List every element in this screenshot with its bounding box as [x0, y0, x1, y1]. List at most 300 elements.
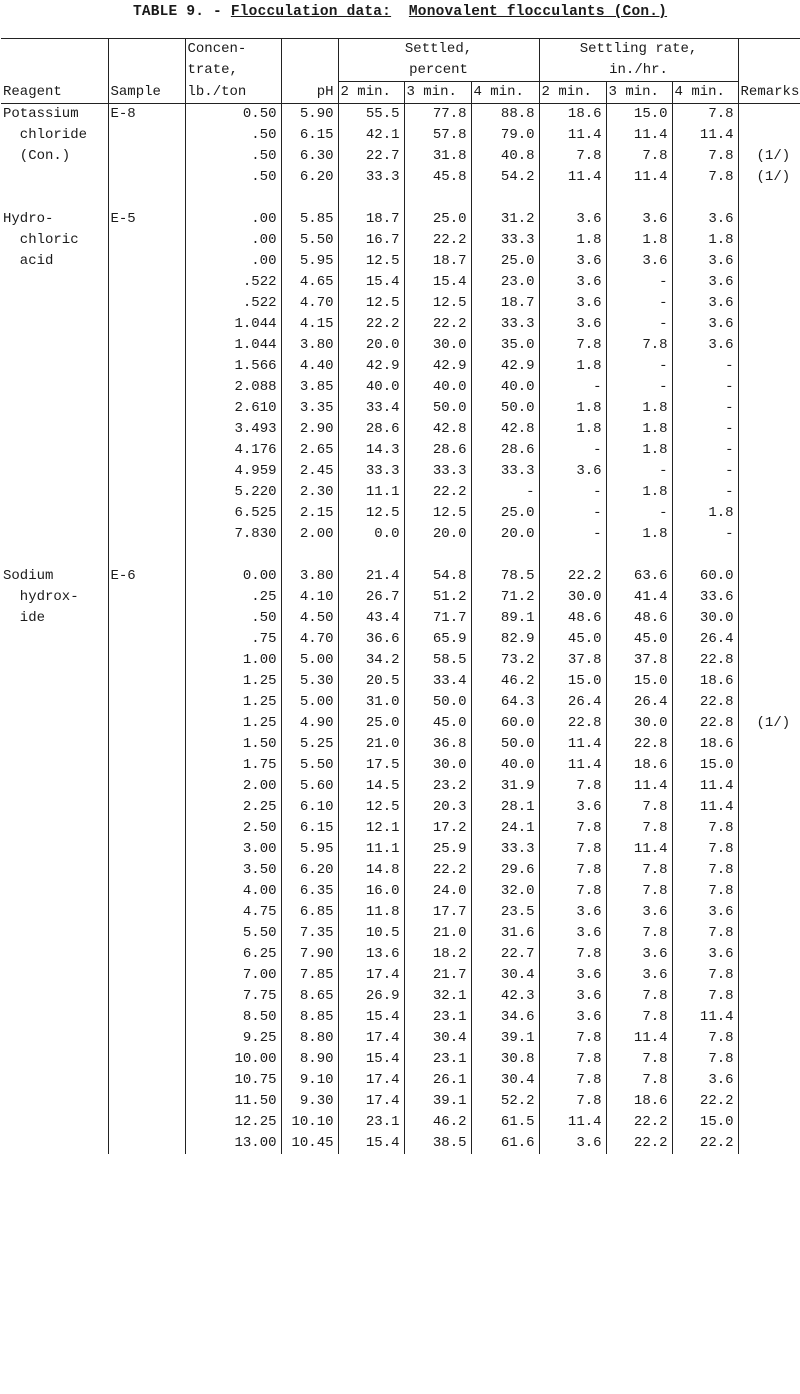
concentrate-cell: 6.525 — [185, 503, 281, 524]
table-row — [1, 902, 800, 923]
rate-2min-cell: 7.8 — [539, 839, 606, 860]
settled-2min-cell: 23.1 — [338, 1112, 404, 1133]
sample-cell — [108, 1070, 185, 1091]
reagent-cell: (Con.) — [3, 148, 71, 164]
sample-cell — [108, 1133, 185, 1154]
settled-4min-cell: 52.2 — [471, 1091, 539, 1112]
ph-cell: 6.15 — [281, 818, 338, 839]
reagent-cell — [1, 734, 108, 755]
table-row — [1, 839, 800, 860]
header-rate-1: Settling rate, — [539, 39, 738, 61]
remarks-cell — [738, 377, 800, 398]
rate-4min-cell: 7.8 — [672, 1028, 738, 1049]
group-spacer — [1, 188, 800, 209]
sample-cell — [108, 293, 185, 314]
sample-cell: E-5 — [108, 209, 185, 230]
rate-2min-cell: 1.8 — [539, 230, 606, 251]
concentrate-cell: 1.044 — [185, 314, 281, 335]
settled-4min-cell: 60.0 — [471, 713, 539, 734]
concentrate-cell: 2.25 — [185, 797, 281, 818]
settled-4min-cell: 33.3 — [471, 314, 539, 335]
caption-subtitle: Monovalent flocculants (Con.) — [408, 4, 668, 20]
settled-2min-cell: 40.0 — [338, 377, 404, 398]
rate-3min-cell: 11.4 — [606, 125, 672, 146]
settled-2min-cell: 33.3 — [338, 461, 404, 482]
rate-4min-cell: 7.8 — [672, 881, 738, 902]
remarks-cell — [738, 839, 800, 860]
settled-4min-cell: 33.3 — [471, 230, 539, 251]
table-row — [1, 650, 800, 671]
rate-3min-cell: 3.6 — [606, 209, 672, 230]
remarks-cell — [738, 293, 800, 314]
header-settled-2: percent — [338, 60, 539, 82]
remarks-cell — [738, 419, 800, 440]
ph-cell: 8.80 — [281, 1028, 338, 1049]
reagent-cell: Potassium — [3, 106, 79, 122]
concentrate-cell: 8.50 — [185, 1007, 281, 1028]
rate-2min-cell: 7.8 — [539, 944, 606, 965]
rate-4min-cell: 7.8 — [672, 146, 738, 167]
table-row — [1, 230, 800, 251]
sample-cell — [108, 1112, 185, 1133]
ph-cell: 6.20 — [281, 860, 338, 881]
rate-4min-cell: 3.6 — [672, 902, 738, 923]
settled-2min-cell: 12.5 — [338, 797, 404, 818]
remarks-cell — [738, 1007, 800, 1028]
settled-2min-cell: 22.7 — [338, 146, 404, 167]
rate-3min-cell: - — [606, 503, 672, 524]
sample-cell — [108, 230, 185, 251]
rate-4min-cell: 18.6 — [672, 734, 738, 755]
rate-3min-cell: 15.0 — [606, 671, 672, 692]
table-row — [1, 776, 800, 797]
settled-2min-cell: 17.4 — [338, 1028, 404, 1049]
concentrate-cell: .50 — [185, 146, 281, 167]
rate-2min-cell: 1.8 — [539, 419, 606, 440]
reagent-cell — [1, 314, 108, 335]
header-reagent: Reagent — [1, 82, 108, 104]
settled-3min-cell: 28.6 — [404, 440, 471, 461]
settled-3min-cell: 17.2 — [404, 818, 471, 839]
table-row — [1, 314, 800, 335]
settled-2min-cell: 16.7 — [338, 230, 404, 251]
rate-3min-cell: 1.8 — [606, 398, 672, 419]
settled-4min-cell: 25.0 — [471, 251, 539, 272]
rate-2min-cell: 3.6 — [539, 965, 606, 986]
reagent-cell — [1, 272, 108, 293]
settled-3min-cell: 17.7 — [404, 902, 471, 923]
settled-4min-cell: 61.6 — [471, 1133, 539, 1154]
table-row — [1, 755, 800, 776]
remarks-cell — [738, 650, 800, 671]
remarks-cell — [738, 818, 800, 839]
remarks-cell — [738, 482, 800, 503]
sample-cell — [108, 272, 185, 293]
settled-4min-cell: 24.1 — [471, 818, 539, 839]
rate-4min-cell: 11.4 — [672, 125, 738, 146]
table-row — [1, 461, 800, 482]
table-row — [1, 818, 800, 839]
ph-cell: 4.70 — [281, 629, 338, 650]
reagent-cell — [1, 1028, 108, 1049]
sample-cell — [108, 797, 185, 818]
rate-4min-cell: 3.6 — [672, 944, 738, 965]
remarks-cell — [738, 314, 800, 335]
ph-cell: 5.60 — [281, 776, 338, 797]
table-row — [1, 923, 800, 944]
sample-cell — [108, 461, 185, 482]
reagent-cell — [1, 944, 108, 965]
rate-4min-cell: - — [672, 356, 738, 377]
rate-2min-cell: 3.6 — [539, 209, 606, 230]
rate-3min-cell: - — [606, 461, 672, 482]
reagent-cell — [1, 503, 108, 524]
concentrate-cell: 13.00 — [185, 1133, 281, 1154]
rate-2min-cell: 3.6 — [539, 1007, 606, 1028]
ph-cell: 2.30 — [281, 482, 338, 503]
rate-4min-cell: - — [672, 461, 738, 482]
rate-2min-cell: 3.6 — [539, 902, 606, 923]
settled-4min-cell: 31.6 — [471, 923, 539, 944]
concentrate-cell: 1.75 — [185, 755, 281, 776]
settled-4min-cell: 35.0 — [471, 335, 539, 356]
settled-2min-cell: 12.5 — [338, 293, 404, 314]
settled-3min-cell: 42.9 — [404, 356, 471, 377]
settled-4min-cell: 39.1 — [471, 1028, 539, 1049]
rate-2min-cell: 11.4 — [539, 167, 606, 188]
ph-cell: 5.85 — [281, 209, 338, 230]
rate-3min-cell: 7.8 — [606, 1007, 672, 1028]
reagent-cell — [1, 440, 108, 461]
ph-cell: 5.00 — [281, 650, 338, 671]
ph-cell: 3.80 — [281, 566, 338, 587]
rate-3min-cell: 63.6 — [606, 566, 672, 587]
table-row — [1, 335, 800, 356]
remarks-cell — [738, 1028, 800, 1049]
settled-4min-cell: 33.3 — [471, 461, 539, 482]
remarks-cell — [738, 1091, 800, 1112]
ph-cell: 4.10 — [281, 587, 338, 608]
reagent-cell — [1, 755, 108, 776]
rate-4min-cell: 22.2 — [672, 1091, 738, 1112]
sample-cell — [108, 860, 185, 881]
settled-4min-cell: 50.0 — [471, 398, 539, 419]
rate-3min-cell: 3.6 — [606, 902, 672, 923]
rate-3min-cell: 1.8 — [606, 524, 672, 545]
remarks-cell — [738, 608, 800, 629]
ph-cell: 7.85 — [281, 965, 338, 986]
ph-cell: 7.90 — [281, 944, 338, 965]
table-row — [1, 167, 800, 188]
settled-3min-cell: 36.8 — [404, 734, 471, 755]
rate-2min-cell: 7.8 — [539, 146, 606, 167]
settled-2min-cell: 20.0 — [338, 335, 404, 356]
header-rate-4min: 4 min. — [672, 82, 738, 104]
settled-3min-cell: 20.3 — [404, 797, 471, 818]
remarks-cell — [738, 251, 800, 272]
remarks-cell: (1/) — [738, 167, 800, 188]
sample-cell — [108, 125, 185, 146]
ph-cell: 5.25 — [281, 734, 338, 755]
settled-2min-cell: 55.5 — [338, 104, 404, 126]
remarks-cell — [738, 503, 800, 524]
settled-4min-cell: 34.6 — [471, 1007, 539, 1028]
table-row — [1, 1112, 800, 1133]
sample-cell — [108, 755, 185, 776]
settled-2min-cell: 17.4 — [338, 965, 404, 986]
settled-2min-cell: 22.2 — [338, 314, 404, 335]
settled-3min-cell: 33.3 — [404, 461, 471, 482]
ph-cell: 5.30 — [281, 671, 338, 692]
table-row — [1, 1028, 800, 1049]
rate-3min-cell: - — [606, 314, 672, 335]
rate-2min-cell: - — [539, 440, 606, 461]
settled-4min-cell: 88.8 — [471, 104, 539, 126]
settled-2min-cell: 17.4 — [338, 1070, 404, 1091]
reagent-cell — [1, 671, 108, 692]
remarks-cell: (1/) — [738, 713, 800, 734]
settled-2min-cell: 26.7 — [338, 587, 404, 608]
ph-cell: 2.00 — [281, 524, 338, 545]
table-row — [1, 356, 800, 377]
settled-4min-cell: 22.7 — [471, 944, 539, 965]
rate-3min-cell: 7.8 — [606, 860, 672, 881]
remarks-cell — [738, 335, 800, 356]
rate-2min-cell: 7.8 — [539, 335, 606, 356]
flocculation-table-wrapper — [1, 38, 800, 1154]
concentrate-cell: 7.00 — [185, 965, 281, 986]
rate-2min-cell: 3.6 — [539, 251, 606, 272]
remarks-cell: (1/) — [738, 146, 800, 167]
concentrate-cell: 4.176 — [185, 440, 281, 461]
settled-3min-cell: 20.0 — [404, 524, 471, 545]
settled-3min-cell: 18.2 — [404, 944, 471, 965]
concentrate-cell: 3.493 — [185, 419, 281, 440]
rate-3min-cell: 7.8 — [606, 335, 672, 356]
settled-4min-cell: 46.2 — [471, 671, 539, 692]
remarks-cell — [738, 860, 800, 881]
ph-cell: 4.65 — [281, 272, 338, 293]
rate-3min-cell: - — [606, 293, 672, 314]
table-caption — [0, 4, 800, 20]
settled-3min-cell: 38.5 — [404, 1133, 471, 1154]
concentrate-cell: 2.610 — [185, 398, 281, 419]
header-blank — [281, 39, 338, 61]
settled-2min-cell: 33.3 — [338, 167, 404, 188]
reagent-cell — [1, 524, 108, 545]
settled-4min-cell: 29.6 — [471, 860, 539, 881]
rate-3min-cell: 7.8 — [606, 923, 672, 944]
rate-4min-cell: 7.8 — [672, 839, 738, 860]
sample-cell — [108, 671, 185, 692]
reagent-cell — [1, 713, 108, 734]
header-concentrate-1: Concen- — [185, 39, 281, 61]
settled-2min-cell: 12.1 — [338, 818, 404, 839]
settled-4min-cell: 31.9 — [471, 776, 539, 797]
rate-3min-cell: 1.8 — [606, 440, 672, 461]
settled-4min-cell: 20.0 — [471, 524, 539, 545]
concentrate-cell: .50 — [185, 125, 281, 146]
rate-4min-cell: 7.8 — [672, 860, 738, 881]
flocculation-table — [1, 38, 800, 1154]
settled-2min-cell: 33.4 — [338, 398, 404, 419]
ph-cell: 5.50 — [281, 755, 338, 776]
sample-cell: E-6 — [108, 566, 185, 587]
remarks-cell — [738, 1112, 800, 1133]
concentrate-cell: 3.00 — [185, 839, 281, 860]
rate-2min-cell: 7.8 — [539, 776, 606, 797]
settled-3min-cell: 23.1 — [404, 1007, 471, 1028]
settled-4min-cell: 23.0 — [471, 272, 539, 293]
table-row — [1, 398, 800, 419]
remarks-cell — [738, 524, 800, 545]
settled-4min-cell: 18.7 — [471, 293, 539, 314]
table-row — [1, 419, 800, 440]
settled-3min-cell: 58.5 — [404, 650, 471, 671]
settled-2min-cell: 25.0 — [338, 713, 404, 734]
table-row — [1, 965, 800, 986]
settled-4min-cell: 30.8 — [471, 1049, 539, 1070]
rate-2min-cell: 45.0 — [539, 629, 606, 650]
settled-2min-cell: 34.2 — [338, 650, 404, 671]
table-row — [1, 734, 800, 755]
concentrate-cell: 1.044 — [185, 335, 281, 356]
ph-cell: 3.85 — [281, 377, 338, 398]
rate-3min-cell: 37.8 — [606, 650, 672, 671]
table-row — [1, 566, 800, 587]
rate-3min-cell: 48.6 — [606, 608, 672, 629]
ph-cell: 8.85 — [281, 1007, 338, 1028]
remarks-cell — [738, 671, 800, 692]
sample-cell — [108, 482, 185, 503]
rate-4min-cell: 33.6 — [672, 587, 738, 608]
concentrate-cell: 1.25 — [185, 692, 281, 713]
concentrate-cell: 9.25 — [185, 1028, 281, 1049]
table-row — [1, 293, 800, 314]
sample-cell — [108, 629, 185, 650]
sample-cell — [108, 965, 185, 986]
sample-cell — [108, 881, 185, 902]
settled-4min-cell: 71.2 — [471, 587, 539, 608]
settled-3min-cell: 42.8 — [404, 419, 471, 440]
remarks-cell — [738, 125, 800, 146]
table-row — [1, 608, 800, 629]
settled-3min-cell: 30.0 — [404, 755, 471, 776]
rate-2min-cell: 3.6 — [539, 923, 606, 944]
rate-3min-cell: 15.0 — [606, 104, 672, 126]
sample-cell — [108, 419, 185, 440]
settled-4min-cell: 32.0 — [471, 881, 539, 902]
rate-3min-cell: 7.8 — [606, 797, 672, 818]
concentrate-cell: .50 — [185, 608, 281, 629]
settled-2min-cell: 14.3 — [338, 440, 404, 461]
ph-cell: 3.35 — [281, 398, 338, 419]
reagent-cell: chloric — [3, 232, 79, 248]
table-row — [1, 1091, 800, 1112]
rate-2min-cell: 3.6 — [539, 293, 606, 314]
rate-4min-cell: 11.4 — [672, 1007, 738, 1028]
settled-3min-cell: 40.0 — [404, 377, 471, 398]
ph-cell: 4.50 — [281, 608, 338, 629]
header-settled-2min: 2 min. — [338, 82, 404, 104]
settled-2min-cell: 15.4 — [338, 1007, 404, 1028]
table-row — [1, 1070, 800, 1091]
ph-cell: 2.15 — [281, 503, 338, 524]
rate-2min-cell: 7.8 — [539, 1091, 606, 1112]
header-blank — [1, 39, 108, 61]
settled-2min-cell: 15.4 — [338, 1133, 404, 1154]
ph-cell: 6.20 — [281, 167, 338, 188]
table-row — [1, 104, 800, 126]
settled-2min-cell: 11.1 — [338, 482, 404, 503]
ph-cell: 6.35 — [281, 881, 338, 902]
settled-3min-cell: 23.2 — [404, 776, 471, 797]
ph-cell: 8.65 — [281, 986, 338, 1007]
reagent-cell — [1, 692, 108, 713]
reagent-cell — [1, 335, 108, 356]
reagent-cell: acid — [3, 253, 54, 269]
settled-3min-cell: 24.0 — [404, 881, 471, 902]
settled-3min-cell: 51.2 — [404, 587, 471, 608]
remarks-cell — [738, 587, 800, 608]
sample-cell — [108, 923, 185, 944]
concentrate-cell: .522 — [185, 272, 281, 293]
table-row — [1, 797, 800, 818]
sample-cell — [108, 335, 185, 356]
settled-3min-cell: 46.2 — [404, 1112, 471, 1133]
settled-4min-cell: 30.4 — [471, 965, 539, 986]
settled-3min-cell: 45.0 — [404, 713, 471, 734]
reagent-cell — [1, 1049, 108, 1070]
ph-cell: 10.45 — [281, 1133, 338, 1154]
ph-cell: 9.30 — [281, 1091, 338, 1112]
remarks-cell — [738, 923, 800, 944]
sample-cell — [108, 902, 185, 923]
reagent-cell — [1, 482, 108, 503]
settled-3min-cell: 22.2 — [404, 482, 471, 503]
rate-2min-cell: 11.4 — [539, 755, 606, 776]
table-row — [1, 692, 800, 713]
rate-4min-cell: - — [672, 377, 738, 398]
rate-3min-cell: 7.8 — [606, 986, 672, 1007]
reagent-cell — [1, 1007, 108, 1028]
settled-2min-cell: 21.0 — [338, 734, 404, 755]
sample-cell — [108, 251, 185, 272]
table-header — [1, 39, 800, 104]
concentrate-cell: .50 — [185, 167, 281, 188]
reagent-cell — [1, 839, 108, 860]
sample-cell — [108, 440, 185, 461]
sample-cell — [108, 1091, 185, 1112]
reagent-cell: Sodium — [3, 568, 54, 584]
settled-3min-cell: 18.7 — [404, 251, 471, 272]
sample-cell — [108, 1028, 185, 1049]
concentrate-cell: 7.830 — [185, 524, 281, 545]
table-row — [1, 587, 800, 608]
settled-2min-cell: 36.6 — [338, 629, 404, 650]
header-blank — [108, 39, 185, 61]
sample-cell — [108, 839, 185, 860]
sample-cell — [108, 314, 185, 335]
ph-cell: 6.15 — [281, 125, 338, 146]
reagent-cell — [1, 1112, 108, 1133]
concentrate-cell: 0.00 — [185, 566, 281, 587]
concentrate-cell: 3.50 — [185, 860, 281, 881]
remarks-cell — [738, 1070, 800, 1091]
remarks-cell — [738, 776, 800, 797]
remarks-cell — [738, 692, 800, 713]
concentrate-cell: 1.00 — [185, 650, 281, 671]
